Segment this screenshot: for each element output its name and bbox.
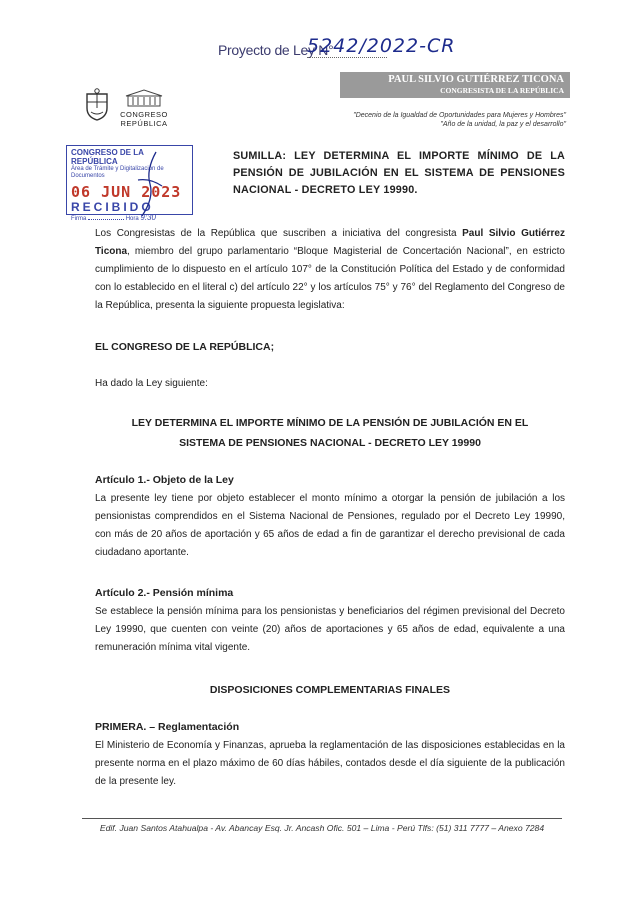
art1-heading: Artículo 1.- Objeto de la Ley: [95, 474, 234, 486]
handwritten-signature: [125, 150, 168, 222]
decenio-text: [353, 111, 566, 129]
logo-word-republica: REPÚBLICA: [120, 119, 168, 128]
stamp-date: 06 JUN 2023: [71, 183, 182, 201]
proyecto-numero: 5242/2022-CR: [307, 35, 456, 57]
intro-part2: , miembro del grupo parlamentario “Bloque Magisterial de Concertación Nacional”, en estricto cumplimiento de lo dispuesto en el artículo 107° de la Constitución Política del Estado y de conformidad con lo establecido en el literal c) del artículo 22° y los artículos 75° y 76° del Reglamento del Congreso de la República, presenta la siguiente propuesta legislativa:: [95, 246, 565, 311]
stamp-header: CONGRESO DE LA REPÚBLICA: [71, 148, 144, 166]
congresista-banner: [340, 72, 570, 98]
primera-text: El Ministerio de Economía y Finanzas, aprueba la reglamentación de las disposiciones establecidas en la presente norma en el plazo máximo de 60 días hábiles, contados desde el día siguiente de la publicación de la presente ley.: [95, 740, 565, 787]
stamp-status: RECIBIDO: [71, 200, 154, 214]
disposiciones-heading: DISPOSICIONES COMPLEMENTARIAS FINALES: [209, 684, 451, 696]
ley-title-line2: SISTEMA DE PENSIONES NACIONAL - DECRETO LEY 19990: [179, 437, 481, 449]
ley-title: [95, 413, 565, 453]
intro-congresista-name: Paul Silvio Gutiérrez Ticona: [95, 228, 565, 257]
proyecto-underline: [307, 57, 387, 58]
stamp-hora-value: 9:30: [140, 213, 156, 222]
proyecto-label: Proyecto de Ley N°: [218, 42, 334, 58]
primera-heading: PRIMERA. – Reglamentación: [95, 721, 240, 733]
art2-heading: Artículo 2.- Pensión mínima: [95, 587, 234, 599]
ha-dado-text: Ha dado la Ley siguiente:: [95, 378, 208, 389]
banner-title: CONGRESISTA DE LA REPÚBLICA: [440, 86, 564, 95]
art2-text: Se establece la pensión mínima para los pensionistas y beneficiarios del régimen previsional del Decreto Ley 19990, que cuenten con veinte (20) años de aportaciones y 65 años de edad, equivalente a una remuneración mínima vital vigente.: [95, 606, 565, 653]
intro-paragraph: [95, 225, 565, 315]
ley-title-line1: LEY DETERMINA EL IMPORTE MÍNIMO DE LA PENSIÓN DE JUBILACIÓN EN EL: [131, 417, 529, 429]
sumilla: SUMILLA: LEY DETERMINA EL IMPORTE MÍNIMO DE LA PENSIÓN DE JUBILACIÓN EN EL SISTEMA DE PENSIONES NACIONAL - DECRETO LEY 19990.: [233, 150, 565, 196]
stamp-firma-label: Firma: [71, 216, 87, 222]
congress-building-icon: [122, 88, 166, 108]
peru-shield-icon: [84, 88, 110, 122]
intro-part1: Los Congresistas de la República que suscriben a iniciativa del congresista: [95, 228, 463, 239]
anio-line: "Año de la unidad, la paz y el desarrollo": [440, 121, 566, 128]
logo-word-congreso: CONGRESO: [120, 110, 168, 119]
art1-text: La presente ley tiene por objeto establecer el monto mínimo a otorgar la pensión de jubilación a los pensionistas comprendidos en el Sistema Nacional de Pensiones, regulado por el Decreto Ley 19990, con más de 20 años de aportación y 65 años de edad a fin de garantizar el derecho previsional de cada ciudadano aportante.: [95, 493, 565, 558]
footer-address: Edif. Juan Santos Atahualpa - Av. Abancay Esq. Jr. Ancash Ofic. 501 – Lima - Perú Tlfs: (51) 311 7777 – Anexo 7284: [99, 823, 545, 833]
stamp-hora-label: Hora: [125, 216, 139, 222]
stamp-sub: Área de Trámite y Digitalización de Documentos: [71, 166, 164, 179]
banner-name: PAUL SILVIO GUTIÉRREZ TICONA: [388, 74, 564, 85]
decenio-line: "Decenio de la Igualdad de Oportunidades para Mujeres y Hombres": [353, 112, 566, 119]
congreso-heading: EL CONGRESO DE LA REPÚBLICA;: [95, 341, 275, 353]
congreso-logo: [114, 88, 174, 132]
footer-divider: [82, 818, 562, 819]
